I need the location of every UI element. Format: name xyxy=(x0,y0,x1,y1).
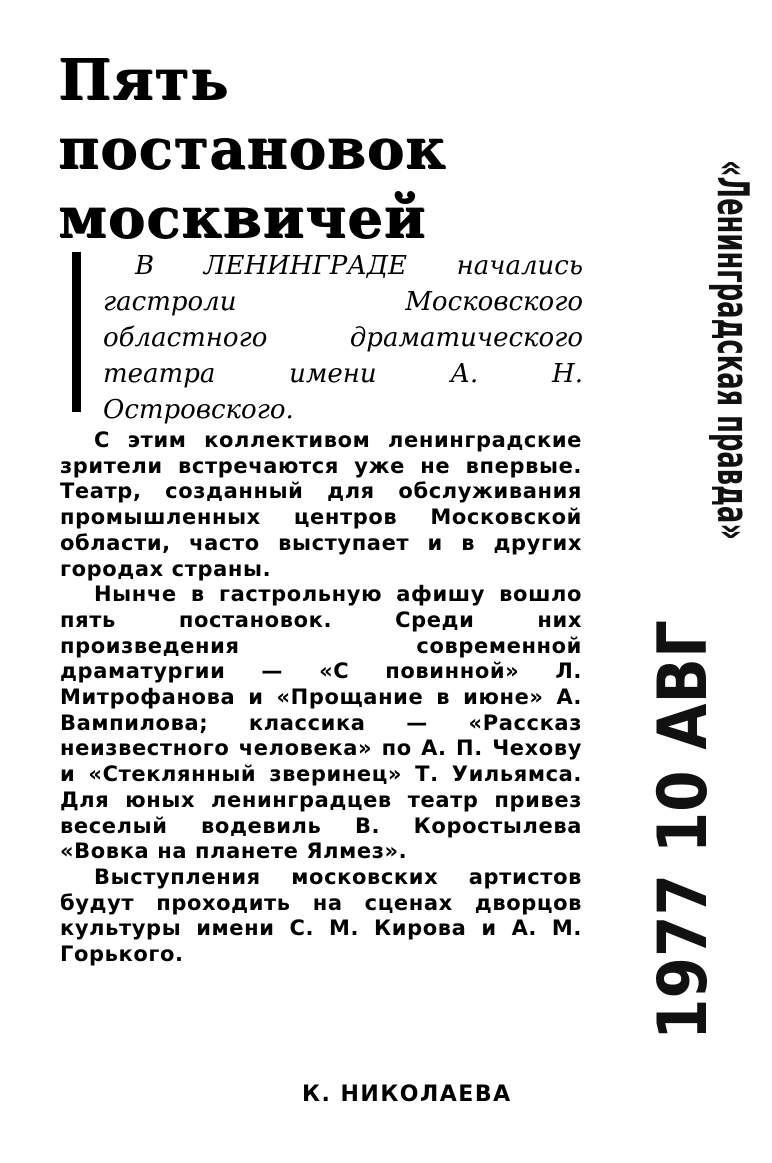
paragraph-1: С этим коллективом ленинградские зрители встречаются уже не впервые. Театр, созданный для обслуживания промышленных центров Московской области, часто выступает и в других городах страны. xyxy=(60,428,582,581)
stamp-graphic xyxy=(616,160,756,1040)
author-signature: К. НИКОЛАЕВА xyxy=(302,1082,512,1107)
lead-paragraph xyxy=(103,248,583,428)
lead-rule xyxy=(72,252,81,412)
article-body xyxy=(60,428,582,968)
paragraph-3: Выступления московских артистов будут проходить на сценах дворцов культуры имени С. М. Кирова и А. М. Горького. xyxy=(60,864,582,967)
newspaper-stamp xyxy=(616,160,756,1040)
headline-line-3: москвичей xyxy=(58,185,427,251)
stamp-line-newspaper: «Ленинградская правда» xyxy=(707,160,758,809)
lead-text: В ЛЕНИНГРАДЕ начались гастроли Московского областного драматического театра имени А. Н. Островского. xyxy=(103,251,583,425)
headline-line-1: Пять xyxy=(58,47,229,113)
headline-line-2: постановок xyxy=(58,116,447,182)
stamp-line-date: 1977 10 АВГ xyxy=(644,560,723,1040)
headline xyxy=(58,46,498,253)
paragraph-2: Нынче в гастрольную афишу вошло пять постановок. Среди них произведения современной драматургии — «С повинной» Л. Митрофанова и «Прощание в июне» А. Вампилова; классика — «Рассказ неизвестного человека» по А. П. Чехову и «Стеклянный зверинец» Т. Уильямса. Для юных ленинградцев театр привез веселый водевиль В. Коростылева «Вовка на планете Ялмез». xyxy=(60,582,582,864)
